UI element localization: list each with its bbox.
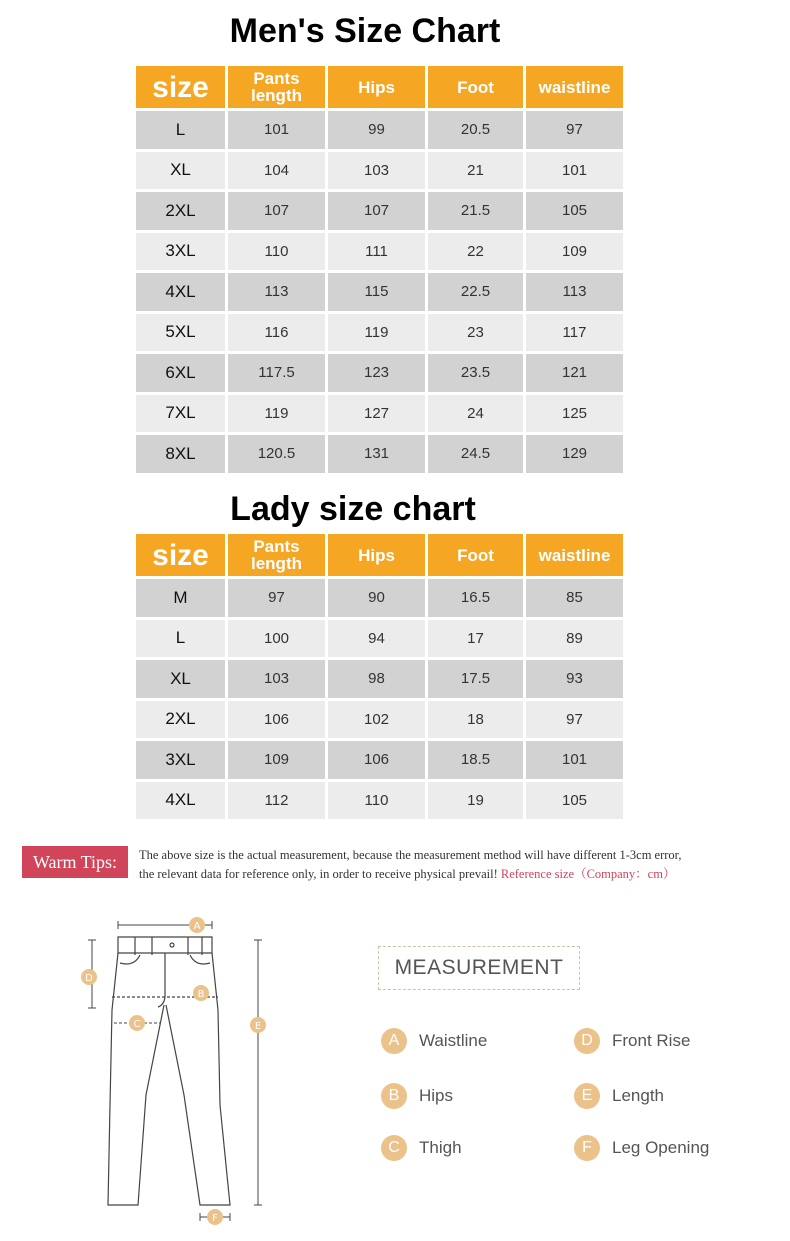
table-cell: 110 (228, 233, 325, 271)
table-cell: 112 (228, 782, 325, 820)
size-cell: 6XL (136, 354, 225, 392)
table-row (136, 435, 623, 473)
header-pants-length: Pants length (228, 534, 325, 576)
table-cell: 107 (328, 192, 425, 230)
marker-b-icon: B (381, 1083, 407, 1109)
header-hips: Hips (328, 534, 425, 576)
table-cell: 104 (228, 152, 325, 190)
table-cell: 22 (428, 233, 523, 271)
table-cell: 97 (228, 579, 325, 617)
table-cell: 90 (328, 579, 425, 617)
table-cell: 117.5 (228, 354, 325, 392)
marker-c-icon: C (381, 1135, 407, 1161)
table-cell: 111 (328, 233, 425, 271)
table-cell: 109 (526, 233, 623, 271)
table-cell: 24 (428, 395, 523, 433)
legend-label: Length (612, 1086, 664, 1105)
table-cell: 19 (428, 782, 523, 820)
legend-leg-opening (574, 1135, 709, 1161)
header-foot: Foot (428, 66, 523, 108)
pants-diagram (60, 905, 310, 1230)
table-row (136, 701, 623, 739)
table-cell: 101 (526, 741, 623, 779)
svg-text:A: A (193, 921, 201, 932)
table-cell: 17.5 (428, 660, 523, 698)
table-cell: 106 (228, 701, 325, 739)
lady-chart-title: Lady size chart (230, 490, 476, 528)
svg-text:C: C (133, 1019, 141, 1030)
table-cell: 123 (328, 354, 425, 392)
table-cell: 99 (328, 111, 425, 149)
table-cell: 97 (526, 111, 623, 149)
header-waistline: waistline (526, 66, 623, 108)
marker-f-icon: F (574, 1135, 600, 1161)
marker-f-icon (207, 1209, 223, 1225)
table-cell: 101 (526, 152, 623, 190)
tips-line-2-text: the relevant data for reference only, in order to receive physical prevail! (139, 867, 498, 881)
table-row (136, 620, 623, 658)
lady-size-table (133, 531, 626, 822)
table-cell: 23.5 (428, 354, 523, 392)
table-cell: 103 (328, 152, 425, 190)
legend-label: Leg Opening (612, 1138, 710, 1157)
table-row (136, 354, 623, 392)
marker-d-icon (81, 969, 97, 985)
table-cell: 119 (228, 395, 325, 433)
size-cell: L (136, 111, 225, 149)
table-cell: 121 (526, 354, 623, 392)
table-row (136, 111, 623, 149)
size-cell: 2XL (136, 701, 225, 739)
table-row (136, 579, 623, 617)
header-hips: Hips (328, 66, 425, 108)
marker-e-icon (250, 1017, 266, 1033)
men-size-table (133, 63, 626, 476)
size-cell: 4XL (136, 273, 225, 311)
size-cell: 7XL (136, 395, 225, 433)
legend-length (574, 1083, 664, 1109)
size-cell: 2XL (136, 192, 225, 230)
table-cell: 125 (526, 395, 623, 433)
table-cell: 21.5 (428, 192, 523, 230)
size-cell: XL (136, 152, 225, 190)
table-cell: 107 (228, 192, 325, 230)
table-row (136, 152, 623, 190)
table-cell: 22.5 (428, 273, 523, 311)
header-size: size (136, 66, 225, 108)
table-cell: 20.5 (428, 111, 523, 149)
table-row (136, 395, 623, 433)
table-cell: 89 (526, 620, 623, 658)
table-row (136, 741, 623, 779)
table-cell: 103 (228, 660, 325, 698)
table-cell: 24.5 (428, 435, 523, 473)
svg-text:B: B (197, 989, 205, 1000)
table-cell: 16.5 (428, 579, 523, 617)
table-cell: 102 (328, 701, 425, 739)
table-cell: 18 (428, 701, 523, 739)
table-row (136, 782, 623, 820)
legend-label: Thigh (419, 1138, 462, 1157)
table-row (136, 660, 623, 698)
table-header-row (136, 66, 623, 108)
table-cell: 85 (526, 579, 623, 617)
reference-size-note: Reference size（Company：cm） (500, 867, 676, 881)
table-cell: 18.5 (428, 741, 523, 779)
size-cell: M (136, 579, 225, 617)
table-header-row (136, 534, 623, 576)
table-cell: 109 (228, 741, 325, 779)
table-cell: 98 (328, 660, 425, 698)
table-cell: 129 (526, 435, 623, 473)
size-cell: 3XL (136, 741, 225, 779)
table-cell: 119 (328, 314, 425, 352)
men-chart-title: Men's Size Chart (229, 12, 501, 50)
legend-front-rise (574, 1028, 690, 1054)
table-cell: 100 (228, 620, 325, 658)
legend-thigh (381, 1135, 462, 1161)
marker-e-icon: E (574, 1083, 600, 1109)
table-cell: 110 (328, 782, 425, 820)
legend-waistline (381, 1028, 487, 1054)
size-cell: 8XL (136, 435, 225, 473)
table-cell: 106 (328, 741, 425, 779)
table-cell: 127 (328, 395, 425, 433)
table-cell: 113 (228, 273, 325, 311)
legend-hips (381, 1083, 453, 1109)
header-pants-length: Pants length (228, 66, 325, 108)
table-cell: 94 (328, 620, 425, 658)
size-cell: 4XL (136, 782, 225, 820)
legend-label: Front Rise (612, 1031, 691, 1050)
table-cell: 120.5 (228, 435, 325, 473)
size-cell: XL (136, 660, 225, 698)
table-cell: 115 (328, 273, 425, 311)
table-row (136, 192, 623, 230)
table-row (136, 314, 623, 352)
measurement-title: MEASUREMENT (378, 946, 580, 990)
table-cell: 116 (228, 314, 325, 352)
marker-a-icon (189, 917, 205, 933)
table-cell: 113 (526, 273, 623, 311)
size-cell: 3XL (136, 233, 225, 271)
table-cell: 23 (428, 314, 523, 352)
marker-d-icon: D (574, 1028, 600, 1054)
table-cell: 21 (428, 152, 523, 190)
table-cell: 117 (526, 314, 623, 352)
svg-text:D: D (85, 973, 93, 984)
header-foot: Foot (428, 534, 523, 576)
tips-line-2 (139, 865, 779, 884)
header-waistline: waistline (526, 534, 623, 576)
warm-tips-text (139, 846, 779, 884)
legend-label: Waistline (419, 1031, 488, 1050)
tips-line-1: The above size is the actual measurement, because the measurement method will have different 1-3cm error, (139, 848, 682, 862)
marker-b-icon (193, 985, 209, 1001)
table-row (136, 273, 623, 311)
table-cell: 105 (526, 782, 623, 820)
svg-text:F: F (212, 1213, 218, 1224)
table-cell: 93 (526, 660, 623, 698)
table-cell: 97 (526, 701, 623, 739)
table-cell: 17 (428, 620, 523, 658)
header-size: size (136, 534, 225, 576)
table-cell: 105 (526, 192, 623, 230)
svg-text:E: E (254, 1021, 262, 1032)
table-row (136, 233, 623, 271)
marker-c-icon (129, 1015, 145, 1031)
marker-a-icon: A (381, 1028, 407, 1054)
size-cell: 5XL (136, 314, 225, 352)
table-cell: 131 (328, 435, 425, 473)
table-cell: 101 (228, 111, 325, 149)
legend-label: Hips (419, 1086, 454, 1105)
warm-tips-badge: Warm Tips: (22, 846, 128, 878)
size-cell: L (136, 620, 225, 658)
